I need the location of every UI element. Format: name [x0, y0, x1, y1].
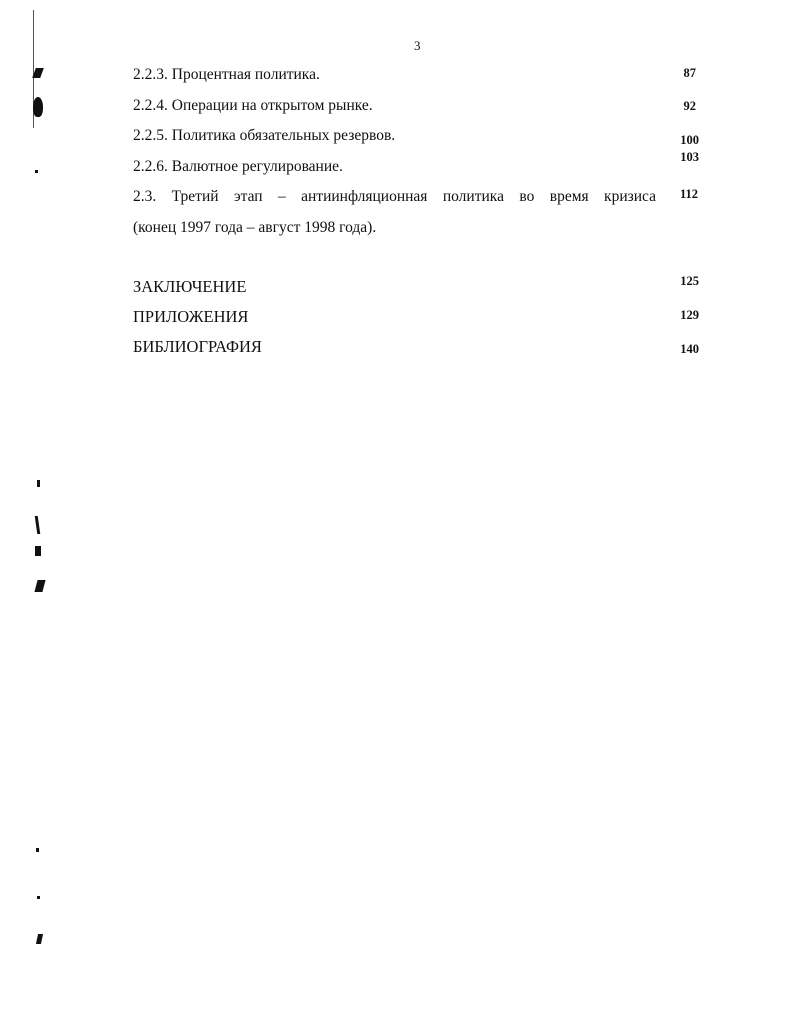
- section-title: БИБЛИОГРАФИЯ: [133, 337, 262, 356]
- section-page: 140: [680, 342, 699, 356]
- section-page: 129: [680, 308, 699, 322]
- scan-artifact-mark: [36, 848, 39, 852]
- toc-entry-page: 103: [680, 150, 699, 164]
- toc-entry-title: 2.2.4. Операции на открытом рынке.: [133, 97, 373, 114]
- toc-entry-title: 2.2.5. Политика обязательных резервов.: [133, 127, 396, 144]
- toc-entry-page: 92: [683, 99, 696, 113]
- toc-entry-page: 112: [679, 187, 698, 201]
- scan-artifact-mark: [32, 68, 44, 78]
- toc-entry-title-line1: 2.3. Третий этап – антиинфляционная политика во время кризиса: [133, 188, 656, 205]
- scan-artifact-mark: [33, 97, 43, 117]
- section-title: ЗАКЛЮЧЕНИЕ: [133, 277, 247, 296]
- toc-entry-title: 2.2.3. Процентная политика.: [133, 66, 320, 83]
- toc-entry-title-line2: (конец 1997 года – август 1998 года).: [133, 219, 377, 236]
- toc-entry-page: 100: [680, 133, 699, 147]
- toc-entry-page: 87: [683, 66, 696, 80]
- section-page: 125: [680, 274, 699, 288]
- scan-artifact-mark: [36, 934, 43, 944]
- scan-artifact-mark: [37, 896, 40, 899]
- scan-artifact-mark: [34, 580, 45, 592]
- scan-artifact-mark: [35, 546, 41, 556]
- page-number: 3: [414, 38, 421, 53]
- scan-artifact-mark: [35, 170, 38, 173]
- scan-artifact-mark: [35, 516, 41, 534]
- section-title: ПРИЛОЖЕНИЯ: [133, 307, 249, 326]
- scan-artifact-mark: [37, 480, 40, 487]
- toc-entry-title: 2.2.6. Валютное регулирование.: [133, 158, 343, 175]
